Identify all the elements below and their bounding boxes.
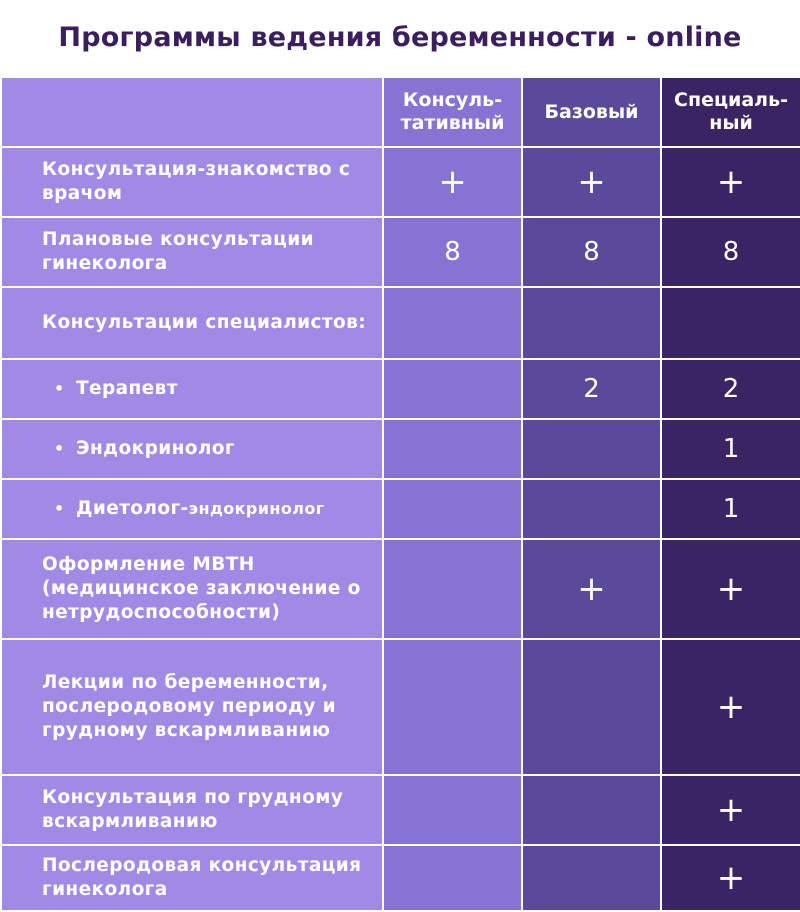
header-empty-cell bbox=[1, 77, 383, 147]
table-row bbox=[1, 639, 800, 775]
column-header-special: Специаль- ный bbox=[661, 77, 800, 147]
row-label: Консультация по грудному вскармливанию bbox=[1, 775, 383, 845]
cell-value: + bbox=[661, 147, 800, 217]
row-label: • Диетолог-эндокринолог bbox=[1, 479, 383, 539]
cell-value bbox=[522, 845, 661, 911]
cell-value bbox=[522, 479, 661, 539]
column-header-consultative: Консуль- тативный bbox=[383, 77, 522, 147]
row-label: Консультации специалистов: bbox=[1, 287, 383, 359]
row-label: Послеродовая консультация гинеколога bbox=[1, 845, 383, 911]
cell-value bbox=[383, 479, 522, 539]
table-row bbox=[1, 287, 800, 359]
cell-value bbox=[383, 287, 522, 359]
cell-value: + bbox=[383, 147, 522, 217]
cell-value bbox=[383, 639, 522, 775]
bullet-icon: • bbox=[54, 439, 65, 458]
cell-value: + bbox=[661, 539, 800, 639]
column-header-basic: Базовый bbox=[522, 77, 661, 147]
row-label: • Терапевт bbox=[1, 359, 383, 419]
table-row bbox=[1, 539, 800, 639]
cell-value bbox=[383, 775, 522, 845]
cell-value bbox=[522, 639, 661, 775]
cell-value bbox=[522, 775, 661, 845]
cell-value: + bbox=[522, 539, 661, 639]
table-row bbox=[1, 359, 800, 419]
header-row bbox=[1, 77, 800, 147]
bullet-icon: • bbox=[54, 379, 65, 398]
cell-value: 2 bbox=[661, 359, 800, 419]
cell-value: 8 bbox=[661, 217, 800, 287]
table-row bbox=[1, 845, 800, 911]
bullet-icon: • bbox=[54, 499, 65, 518]
cell-value bbox=[661, 287, 800, 359]
cell-value: + bbox=[661, 775, 800, 845]
table-row bbox=[1, 217, 800, 287]
table-row bbox=[1, 419, 800, 479]
cell-value: + bbox=[661, 845, 800, 911]
cell-value bbox=[383, 359, 522, 419]
cell-value: + bbox=[661, 639, 800, 775]
table-row bbox=[1, 775, 800, 845]
cell-value: 1 bbox=[661, 419, 800, 479]
cell-value bbox=[383, 419, 522, 479]
row-label: Плановые консультации гинеколога bbox=[1, 217, 383, 287]
table-row bbox=[1, 147, 800, 217]
cell-value bbox=[383, 539, 522, 639]
cell-value: + bbox=[522, 147, 661, 217]
cell-value bbox=[383, 845, 522, 911]
cell-value: 2 bbox=[522, 359, 661, 419]
page-title: Программы ведения беременности - online bbox=[58, 22, 742, 53]
row-label: Консультация-знакомство с врачом bbox=[1, 147, 383, 217]
row-label: Лекции по беременности, послеродовому периоду и грудному вскармливанию bbox=[1, 639, 383, 775]
programs-table bbox=[0, 76, 800, 912]
row-label: • Эндокринолог bbox=[1, 419, 383, 479]
cell-value: 8 bbox=[522, 217, 661, 287]
table-row bbox=[1, 479, 800, 539]
cell-value: 8 bbox=[383, 217, 522, 287]
cell-value bbox=[522, 287, 661, 359]
cell-value bbox=[522, 419, 661, 479]
row-label: Оформление МВТН (медицинское заключение о нетрудоспособности) bbox=[1, 539, 383, 639]
cell-value: 1 bbox=[661, 479, 800, 539]
